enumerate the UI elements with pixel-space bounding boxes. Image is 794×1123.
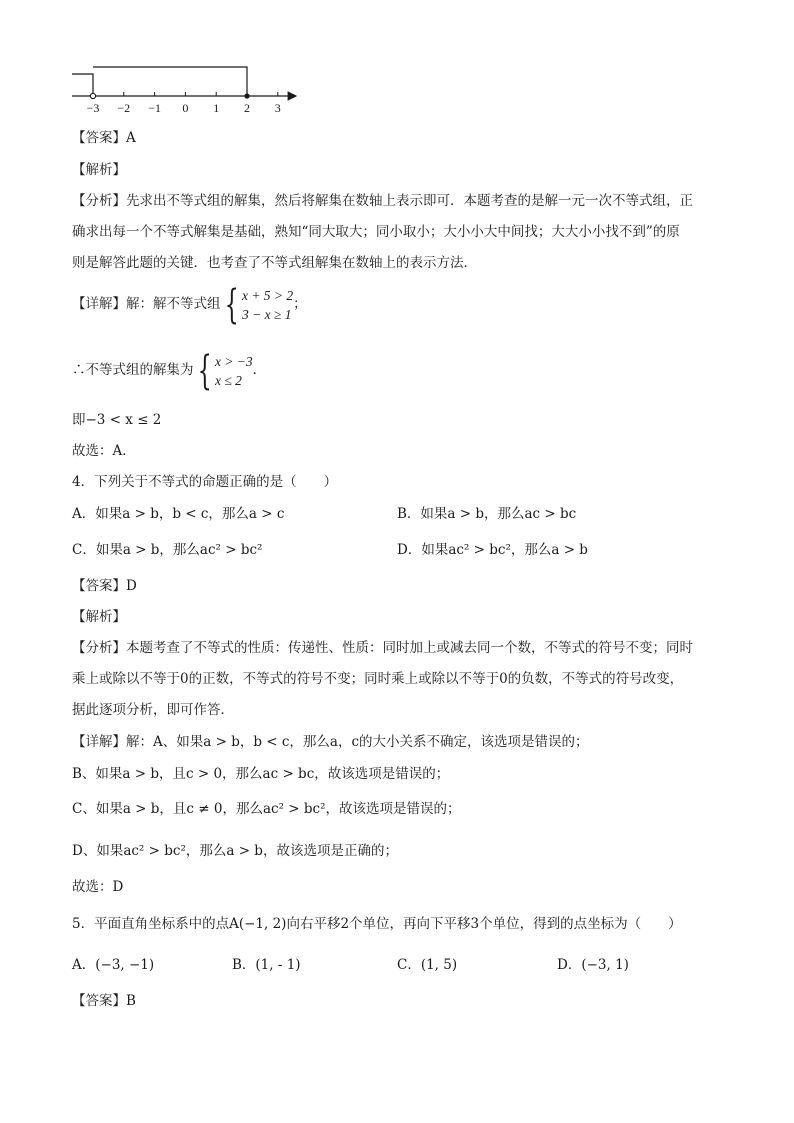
q3-analysis-line-2: 确求出每一个不等式解集是基础，熟知“同大取大；同小取小；大小小大中间找；大大小小找不到”的原	[72, 224, 680, 240]
number-line-tick-label: −2	[117, 101, 131, 114]
q5-option-c: C．(1, 5)	[397, 957, 458, 973]
system-2-end: ．	[252, 362, 267, 378]
q5-answer: 【答案】B	[72, 993, 136, 1009]
system-1-end: ；	[293, 296, 307, 312]
q4-option-a: A．如果a > b，b < c，那么a > c	[72, 506, 285, 522]
q3-answer: 【答案】A	[72, 130, 136, 146]
q4-stem: 4．下列关于不等式的命题正确的是（ ）	[72, 474, 338, 490]
number-line-figure	[68, 64, 308, 114]
q3-analysis-line-1: 【分析】先求出不等式组的解集，然后将解集在数轴上表示即可．本题考查的是解一元一次不等式组，正	[72, 193, 693, 209]
number-line-tick-label: −3	[86, 101, 100, 114]
q4-detail-d: D、如果ac² > bc²，那么a > b，故该选项是正确的；	[72, 843, 398, 859]
q3-analysis-heading: 【解析】	[72, 162, 126, 178]
q4-analysis-line-1: 【分析】本题考查了不等式的性质：传递性、性质：同时加上或减去同一个数，不等式的符号不变；同时	[72, 640, 693, 656]
inequality-system-1	[242, 286, 293, 324]
number-line-tick-label: 0	[182, 101, 189, 114]
closed-point-marker	[244, 93, 249, 98]
inequality-system-2	[215, 352, 253, 390]
q4-option-c: C．如果a > b，那么ac² > bc²	[72, 542, 263, 558]
q5-option-a: A．(−3, −1)	[72, 957, 155, 973]
solution-bracket-right	[93, 67, 247, 96]
solution-bracket	[72, 74, 93, 96]
q4-detail-a: 【详解】解：A、如果a > b，b < c，那么a，c的大小关系不确定，该选项是错误的；	[72, 734, 589, 750]
q3-detail-system	[72, 281, 307, 328]
q5-option-d: D．(−3, 1)	[557, 957, 629, 973]
q3-range: 即−3 < x ≤ 2	[72, 412, 162, 428]
q4-analysis-line-3: 据此逐项分析，即可作答．	[72, 702, 234, 718]
system-1-bottom: 3 − x ≥ 1	[241, 306, 292, 322]
number-line-tick-label: −1	[148, 101, 161, 114]
q3-choose: 故选：A．	[72, 443, 136, 459]
system-2-bottom: x ≤ 2	[214, 372, 242, 388]
q5-option-b: B．(1, - 1)	[232, 957, 301, 973]
left-brace-icon: {	[197, 347, 212, 394]
q4-answer: 【答案】D	[72, 578, 137, 594]
number-line-tick-label: 1	[213, 101, 220, 114]
q4-choose: 故选：D	[72, 879, 124, 895]
q4-option-b: B．如果a > b，那么ac > bc	[397, 506, 577, 522]
q3-solution-system	[72, 347, 267, 394]
q3-detail-prefix: 【详解】解：解不等式组	[72, 296, 221, 312]
q4-detail-c: C、如果a > b，且c ≠ 0，那么ac² > bc²，故该选项是错误的；	[72, 801, 461, 817]
q4-analysis-line-2: 乘上或除以不等于0的正数，不等式的符号不变；同时乘上或除以不等于0的负数，不等式的符号改变，	[72, 671, 684, 687]
q4-detail-b: B、如果a > b，且c > 0，那么ac > bc，故该选项是错误的；	[72, 766, 450, 782]
system-2-top: x > −3	[214, 353, 253, 369]
q3-analysis-line-3: 则是解答此题的关键．也考查了不等式组解集在数轴上的表示方法．	[72, 255, 477, 271]
system-1-top: x + 5 > 2	[241, 287, 294, 303]
left-brace-icon: {	[224, 281, 239, 328]
open-point-marker	[90, 93, 95, 98]
q5-stem: 5．平面直角坐标系中的点A(−1, 2)向右平移2个单位，再向下平移3个单位，得到的点坐标为（ ）	[72, 916, 682, 932]
number-line-ticks	[87, 92, 281, 114]
number-line-tick-label: 2	[244, 101, 250, 114]
number-line-tick-label: 3	[274, 101, 281, 114]
q4-option-d: D．如果ac² > bc²，那么a > b	[397, 542, 588, 558]
q3-solution-prefix: ∴不等式组的解集为	[72, 362, 194, 378]
q4-analysis-heading: 【解析】	[72, 609, 126, 625]
